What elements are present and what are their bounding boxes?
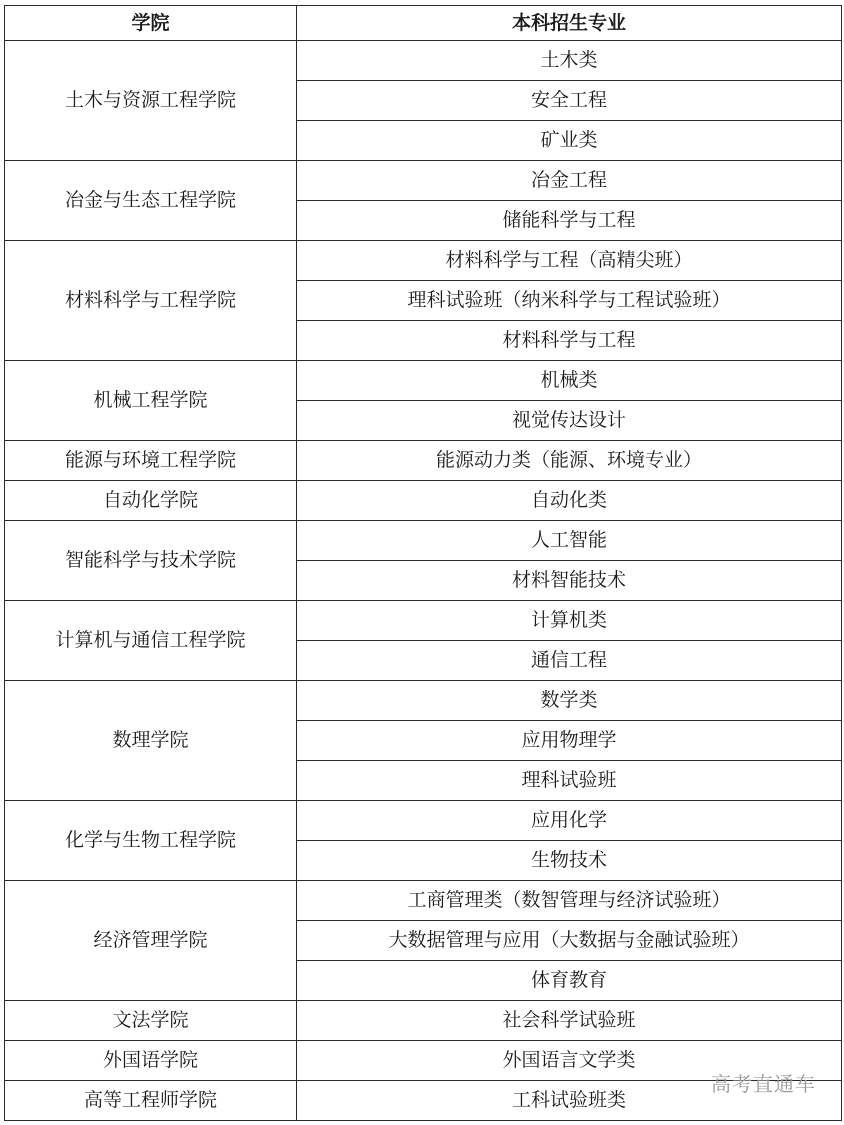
table-row bbox=[5, 41, 842, 81]
major-cell: 材料科学与工程（高精尖班） bbox=[297, 241, 842, 281]
major-cell: 视觉传达设计 bbox=[297, 401, 842, 441]
college-cell: 高等工程师学院 bbox=[5, 1081, 297, 1121]
table-row bbox=[5, 441, 842, 481]
table-row bbox=[5, 481, 842, 521]
major-cell: 材料智能技术 bbox=[297, 561, 842, 601]
table-row bbox=[5, 881, 842, 921]
major-cell: 冶金工程 bbox=[297, 161, 842, 201]
college-cell: 冶金与生态工程学院 bbox=[5, 161, 297, 241]
major-cell: 理科试验班 bbox=[297, 761, 842, 801]
table-header-row bbox=[5, 6, 842, 41]
major-cell: 数学类 bbox=[297, 681, 842, 721]
college-cell: 自动化学院 bbox=[5, 481, 297, 521]
major-cell: 矿业类 bbox=[297, 121, 842, 161]
table-body bbox=[5, 41, 842, 1121]
major-cell: 理科试验班（纳米科学与工程试验班） bbox=[297, 281, 842, 321]
major-cell: 安全工程 bbox=[297, 81, 842, 121]
college-cell: 材料科学与工程学院 bbox=[5, 241, 297, 361]
major-cell: 储能科学与工程 bbox=[297, 201, 842, 241]
major-cell: 工商管理类（数智管理与经济试验班） bbox=[297, 881, 842, 921]
major-cell: 计算机类 bbox=[297, 601, 842, 641]
major-cell: 材料科学与工程 bbox=[297, 321, 842, 361]
major-cell: 通信工程 bbox=[297, 641, 842, 681]
college-cell: 外国语学院 bbox=[5, 1041, 297, 1081]
major-cell: 自动化类 bbox=[297, 481, 842, 521]
table-row bbox=[5, 161, 842, 201]
major-cell: 人工智能 bbox=[297, 521, 842, 561]
college-cell: 计算机与通信工程学院 bbox=[5, 601, 297, 681]
major-cell: 生物技术 bbox=[297, 841, 842, 881]
table-row bbox=[5, 601, 842, 641]
major-cell: 土木类 bbox=[297, 41, 842, 81]
college-column-header: 学院 bbox=[5, 6, 297, 41]
college-cell: 能源与环境工程学院 bbox=[5, 441, 297, 481]
college-cell: 机械工程学院 bbox=[5, 361, 297, 441]
majors-column-header: 本科招生专业 bbox=[297, 6, 842, 41]
major-cell: 社会科学试验班 bbox=[297, 1001, 842, 1041]
watermark: 高考直通车 bbox=[711, 1072, 816, 1096]
table-row bbox=[5, 361, 842, 401]
college-cell: 化学与生物工程学院 bbox=[5, 801, 297, 881]
table-row bbox=[5, 681, 842, 721]
majors-table bbox=[4, 5, 842, 1121]
major-cell: 外国语言文学类 bbox=[297, 1041, 842, 1081]
table-row bbox=[5, 1001, 842, 1041]
major-cell: 体育教育 bbox=[297, 961, 842, 1001]
major-cell: 大数据管理与应用（大数据与金融试验班） bbox=[297, 921, 842, 961]
college-cell: 文法学院 bbox=[5, 1001, 297, 1041]
table-row bbox=[5, 241, 842, 281]
major-cell: 能源动力类（能源、环境专业） bbox=[297, 441, 842, 481]
table-row bbox=[5, 521, 842, 561]
college-cell: 数理学院 bbox=[5, 681, 297, 801]
college-cell: 土木与资源工程学院 bbox=[5, 41, 297, 161]
table-row bbox=[5, 801, 842, 841]
major-cell: 工科试验班类 bbox=[297, 1081, 842, 1121]
major-cell: 机械类 bbox=[297, 361, 842, 401]
major-cell: 应用物理学 bbox=[297, 721, 842, 761]
college-cell: 智能科学与技术学院 bbox=[5, 521, 297, 601]
college-cell: 经济管理学院 bbox=[5, 881, 297, 1001]
major-cell: 应用化学 bbox=[297, 801, 842, 841]
